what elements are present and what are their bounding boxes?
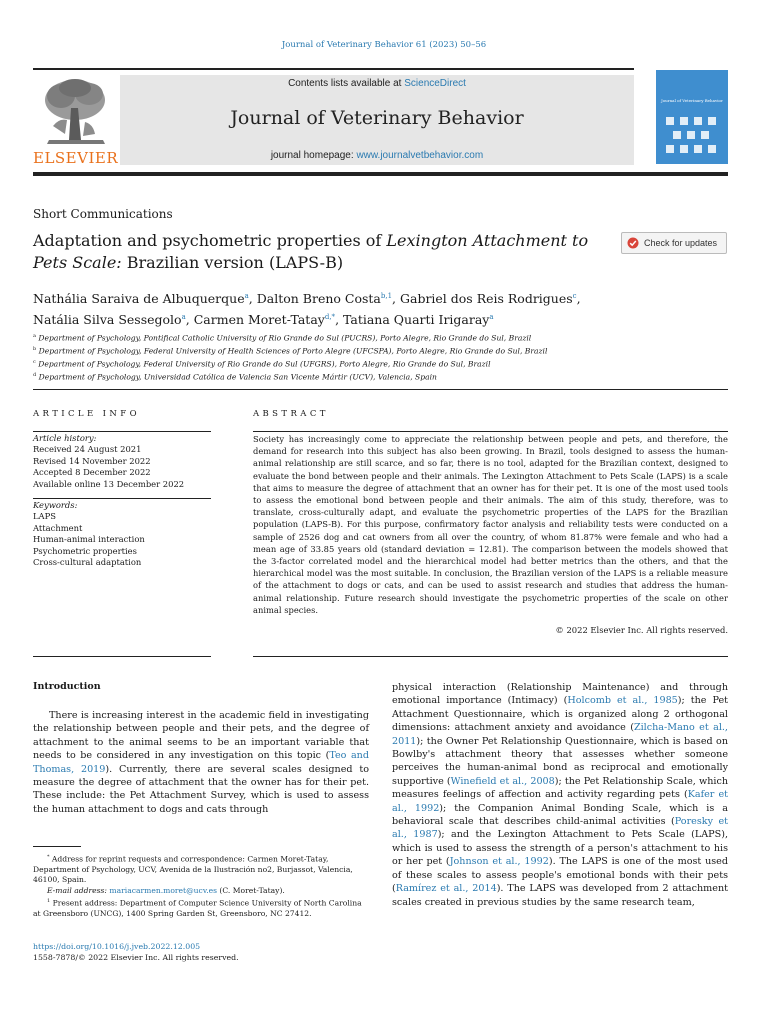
journal-reference[interactable]: Journal of Veterinary Behavior 61 (2023) 50–56 (281, 40, 487, 50)
footnote-rule (33, 846, 81, 847)
keyword-item: Human-animal interaction (33, 534, 145, 545)
citation-link[interactable]: Holcomb et al., 1985 (567, 695, 678, 707)
header-top-rule (33, 68, 634, 70)
affiliation-item: $^a$ Department of Psychology, Pontifical Catholic University of Rio Grande do Sul (PUCRS), Porto Alegre, Rio Grande do Sul, Brazil (33, 333, 532, 343)
author-name: Gabriel dos Reis Rodrigues (400, 291, 573, 307)
elsevier-tree-logo-icon (39, 78, 111, 146)
article-title: Adaptation and psychometric properties of Lexington Attachment to Pets Scale: Brazilian version (LAPS-B) (33, 231, 589, 272)
footnote-correspondence: * Address for reprint requests and correspondence: Carmen Moret-Tatay, Department of Psychology, UCV, Avenida de la Ilustración no2, Burjassot, Valencia, 46100, Spain. (33, 854, 353, 885)
doi-link[interactable]: https://doi.org/10.1016/j.jveb.2022.12.005 (33, 942, 201, 951)
affiliation-item: $^b$ Department of Psychology, Federal University of Health Sciences of Porto Alegre (UFCSPA), Porto Alegre, Rio Grande do Sul, Brazil (33, 346, 548, 356)
divider (33, 431, 211, 432)
affiliation-item: $^c$ Department of Psychology, Federal University of Rio Grande do Sul (UFGRS), Porto Alegre, Rio Grande do Sul, Brazil (33, 359, 491, 369)
footnote-email: E-mail address: mariacarmen.moret@ucv.es (C. Moret-Tatay). (47, 885, 285, 895)
journal-header-band (120, 75, 634, 165)
keywords (33, 500, 211, 568)
section-type: Short Communications (33, 207, 173, 221)
citation-link[interactable]: Johnson et al., 1992 (449, 856, 549, 868)
elsevier-logo[interactable] (33, 74, 119, 167)
keyword-item: LAPS (33, 511, 56, 522)
author-affil-link[interactable]: c (572, 292, 577, 300)
abstract-heading: ABSTRACT (253, 409, 329, 419)
journal-cover-icon[interactable] (656, 70, 728, 164)
check-updates-icon (627, 237, 639, 249)
journal-title: Journal of Veterinary Behavior (230, 107, 524, 129)
abstract-text: Society has increasingly come to appreciate the relationship between people and pets, and therefore, the demand for research into this subject has also been growing. In Brazil, tools designed to assess the human-animal relationship are still scarce, and so far, there is no tool, adapted for the Brazilian context, designed to evaluate the bond between people and their animals. The Lexington Attachment to Pets Scale (LAPS) is a scale that aims to measure the degree of attachment that an owner has for their pet. It is one of the most used tools to assess the emotional bond between people and their animals. The aim of this study, therefore, was to translate, cross-culturally adapt, and evaluate the psychometric properties of the LAPS for the Brazilian population (LAPS-B). For this purpose, confirmatory factor analysis and reliability tests were conducted on a sample of 2526 dog and cat owners from all over the country, of whom 81.87% were female and who had a mean age of 33.85 years old (standard deviation = 12.81). The comparison between the models showed that the 3-factor correlated model and the hierarchical model had better metrics than the others, and that the hierarchical model was the most suitable. In conclusion, the Brazilian version of the LAPS is a reliable measure of the attachment to dogs or cats, and can be used to assist research and studies that address the human-animal relationship. Future research should investigate the psychometric properties of the scale on other animal species. (253, 434, 728, 615)
elsevier-wordmark: ELSEVIER (33, 149, 119, 167)
section-divider (33, 389, 728, 390)
sciencedirect-link[interactable]: ScienceDirect (404, 78, 466, 89)
divider (253, 431, 728, 432)
citation-link[interactable]: Zilcha-Mano et al., 2011 (392, 722, 728, 747)
email-link[interactable]: mariacarmen.moret@ucv.es (109, 885, 218, 895)
check-updates-button[interactable]: Check for updates (621, 232, 727, 254)
author-name: Dalton Breno Costa (256, 291, 381, 307)
abstract-copyright: © 2022 Elsevier Inc. All rights reserved. (555, 625, 728, 635)
affiliation-item: $^d$ Department of Psychology, Universidad Católica de Valencia San Vicente Mártir (UCV), Valencia, Spain (33, 372, 437, 382)
author-name: Tatiana Quarti Irigaray (343, 312, 490, 328)
citation-link[interactable]: Winefield et al., 2008 (450, 775, 555, 787)
article-history (33, 433, 211, 490)
body-column-left: There is increasing interest in the academic field in investigating the relationship between people and their pets, and the degree of attachment to the animal seems to be an important variable that needs to be considered in any investigation on this topic (Teo and Thomas, 2019). Currently, there are several scales designed to measure the degree of attachment that the owner has for their pet. These include: the Pet Attachment Survey, which is used to assess the human attachment to dogs and cats through (33, 710, 370, 815)
author-name: Nathália Saraiva de Albuquerque (33, 291, 245, 307)
affiliation-list (33, 331, 733, 384)
divider (33, 498, 211, 499)
divider (253, 656, 728, 657)
history-item: Received 24 August 2021 (33, 444, 142, 455)
body-column-right: physical interaction (Relationship Maintenance) and through emotional importance (Intimacy) (Holcomb et al., 1985); the Pet Attachment Questionnaire, which is organized along 2 orthogonal dimensions: attachment anxiety and avoidance (Zilcha-Mano et al., 2011); the Owner Pet Relationship Questionnaire, which is based on Bowlby's attachment theory that assesses whether someone perceives the human-animal bond as reciprocal and emotionally supportive (Winefield et al., 2008); the Pet Relationship Scale, which measures feelings of affection and activity regarding pets (Kafer et al., 1992); the Companion Animal Bonding Scale, which is a behavioral scale that describes child-animal activities (Poresky et al., 1987); and the Lexington Attachment to Pets Scale (LAPS), which is used to assess the strength of a person's attachment to his or her pet (Johnson et al., 1992). The LAPS is one of the most used of these scales to assess people's emotional bonds with their pets (Ramírez et al., 2014). The LAPS was developed from 2 attachment scales created in previous studies by the same research team, (392, 682, 729, 908)
history-label: Article history: (33, 433, 97, 443)
introduction-heading: Introduction (33, 681, 101, 692)
article-info-heading: ARTICLE INFO (33, 409, 140, 419)
issn-line: 1558-7878/© 2022 Elsevier Inc. All rights reserved. (33, 953, 239, 962)
author-affil-link[interactable]: a (181, 313, 186, 322)
keyword-item: Attachment (33, 522, 83, 533)
journal-homepage-link[interactable]: www.journalvetbehavior.com (356, 150, 484, 161)
cover-title: Journal of Veterinary Behavior (661, 98, 723, 103)
cover-pattern (664, 115, 720, 157)
keywords-label: Keywords: (33, 500, 78, 510)
contents-line: Contents lists available at ScienceDirect (288, 78, 466, 89)
keyword-item: Cross-cultural adaptation (33, 557, 142, 568)
citation-link[interactable]: Poresky et al., 1987 (392, 816, 728, 841)
history-item: Available online 13 December 2022 (33, 478, 185, 489)
citation-link[interactable]: Kafer et al., 1992 (392, 789, 728, 814)
author-affil-link[interactable]: a (244, 292, 249, 300)
citation-link[interactable]: Ramírez et al., 2014 (395, 883, 497, 895)
author-name: Carmen Moret-Tatay (193, 312, 325, 328)
footnote-present-address: $^1$ Present address: Department of Computer Science University of North Carolina at Greensboro (UNCG), 1400 Spring Garden St, Greensboro, NC 27412. (33, 898, 362, 919)
author-affil-link[interactable]: b,1 (380, 292, 393, 300)
author-name: Natália Silva Sessegolo (33, 312, 182, 328)
author-list: Nathália Saraiva de Albuquerque$^a$, Dalton Breno Costa$^{b,1}$, Gabriel dos Reis Rodrigues$^c$, Natália Silva Sessegolo$^a$, Carmen Moret-Tatay$^{d,*}$, Tatiana Quarti Irigaray$^a$ (33, 291, 581, 328)
divider (33, 656, 211, 657)
keyword-item: Psychometric properties (33, 545, 137, 556)
author-affil-link[interactable]: d,* (324, 313, 336, 322)
homepage-line: journal homepage: www.journalvetbehavior.com (270, 150, 484, 161)
footnotes (33, 852, 369, 920)
history-item: Accepted 8 December 2022 (33, 467, 151, 478)
header-bottom-rule (33, 172, 728, 176)
history-item: Revised 14 November 2022 (33, 455, 151, 466)
citation-link[interactable]: Teo and Thomas, 2019 (33, 750, 369, 775)
author-affil-link[interactable]: a (489, 313, 494, 322)
